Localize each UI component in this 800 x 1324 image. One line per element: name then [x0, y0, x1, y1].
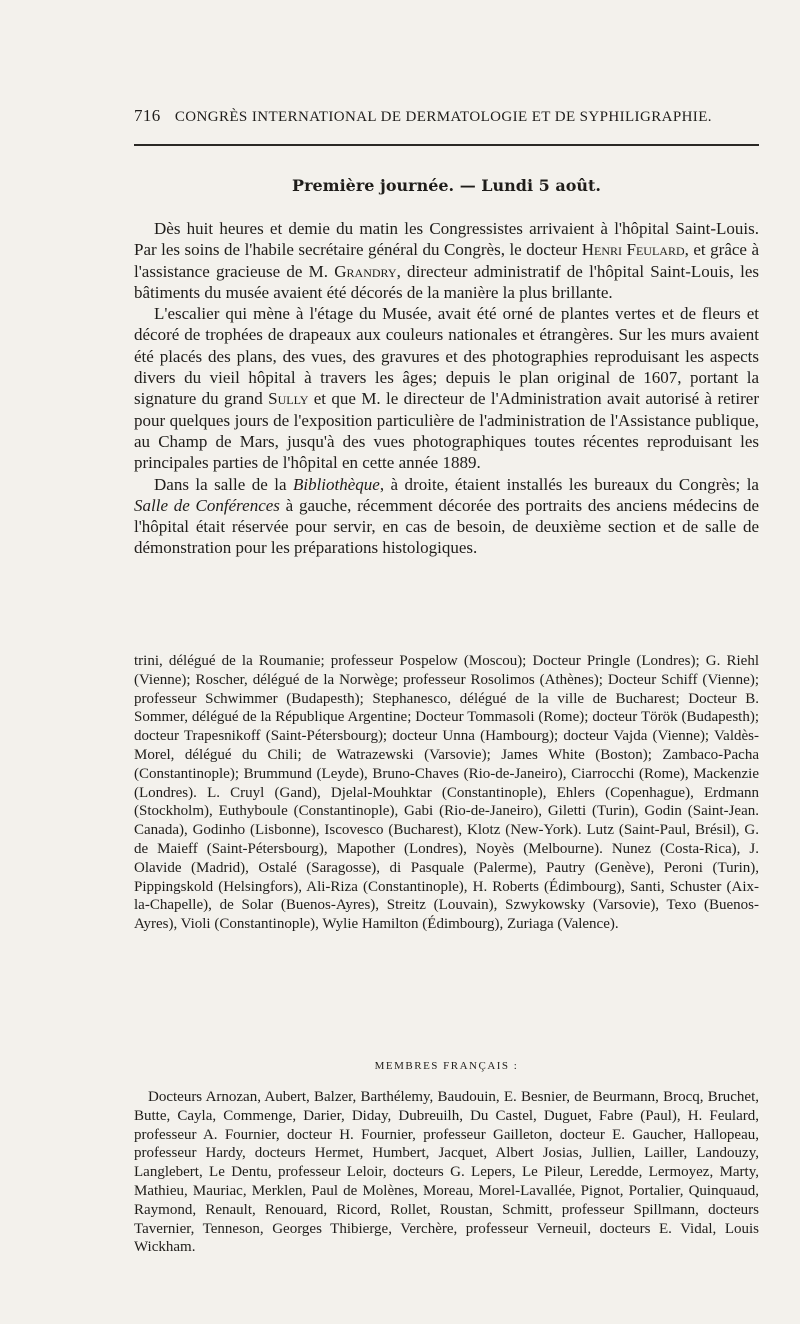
person-name-grandry: Grandry [334, 261, 397, 281]
paragraph-3-text-c: à gauche, récemment décorée des portraits des anciens médecins de l'hôpital était réservée pour servir, en cas de besoin, de deuxième section et de salle de démonstration pour les préparations histologiques. [134, 495, 759, 558]
body-text [134, 218, 759, 559]
paragraph-3 [134, 474, 759, 559]
person-name-sully: Sully [268, 389, 309, 409]
paragraph-1-text-b: , et grâce à l'assistance gracieuse de M. [134, 240, 760, 281]
paragraph-1-text-c: , directeur administratif de l'hôpital Saint-Louis, les bâtiments du musée avaient été décorés de la manière la plus brillante. [134, 261, 759, 302]
italic-salle-conferences: Salle de Conférences [134, 495, 280, 515]
header-rule [134, 144, 759, 146]
paragraph-1-text-a: Dès huit heures et demie du matin les Congressistes arrivaient à l'hôpital Saint-Louis. Par les soins de l'habile secrétaire général du Congrès, le docteur [134, 219, 759, 260]
paragraph-2 [134, 303, 759, 473]
running-header [134, 106, 752, 126]
paragraph-3-text-a: Dans la salle de la [154, 474, 293, 494]
section-title: Première journée. — Lundi 5 août. [292, 176, 601, 195]
paragraph-2-text-a: L'escalier qui mène à l'étage du Musée, avait été orné de plantes vertes et de fleurs et décoré de trophées de drapeaux aux couleurs nationales et étrangères. Sur les murs avaient été placés des plans, des vues, des gravures et des photographies reproduisant les aspects divers du vieil hôpital à travers les âges; depuis le plan original de 1607, portant la signature du grand [134, 304, 759, 409]
running-title: CONGRÈS INTERNATIONAL DE DERMATOLOGIE ET DE SYPHILIGRAPHIE. [174, 109, 712, 125]
paragraph-3-text-b: , à droite, étaient installés les bureaux du Congrès; la [379, 474, 759, 494]
french-members-heading: MEMBRES FRANÇAIS : [374, 1060, 519, 1072]
paragraph-2-text-b: et que M. le directeur de l'Administration avait autorisé à retirer pour quelques jours de l'exposition particulière de l'administration de l'Assistance publique, au Champ de Mars, jusqu'à des vues photographiques toutes récentes reproduisant les principales parties de l'hôpital en cette année 1889. [134, 389, 759, 473]
person-name-feulard: Henri Feulard [581, 240, 685, 260]
french-members-list: Docteurs Arnozan, Aubert, Balzer, Barthélemy, Baudouin, E. Besnier, de Beurmann, Brocq, Bruchet, Butte, Cayla, Commenge, Darier, Diday, Dubreuilh, Du Castel, Duguet, Fabre (Paul), H. Feulard, professeur A. Fournier, docteur H. Fournier, professeur Gailleton, docteur E. Gaucher, Hallopeau, professeur Hardy, docteurs Hermet, Humbert, Jacquet, Albert Josias, Jullien, Lailler, Landouzy, Langlebert, Le Dentu, professeur Leloir, docteurs G. Lepers, Le Pileur, Leredde, Lermoyez, Marty, Mathieu, Mauriac, Merklen, Paul de Molènes, Moreau, Morel-Lavallée, Pignot, Portalier, Quinquaud, Raymond, Renault, Renouard, Ricord, Rollet, Roustan, Schmitt, professeur Spillmann, docteurs Tavernier, Tenneson, Georges Thibierge, Verchère, professeur Verneuil, docteurs E. Vidal, Louis Wickham. [134, 1089, 759, 1256]
page-number: 716 [134, 106, 161, 125]
foreign-members-list: trini, délégué de la Roumanie; professeur Pospelow (Moscou); Docteur Pringle (Londres); G. Riehl (Vienne); Roscher, délégué de la Norwège; professeur Rosolimos (Athènes); Docteur Schiff (Vienne); professeur Schwimmer (Budapesth); Stephanesco, délégué de la ville de Bucharest; Docteur B. Sommer, délégué de la République Argentine; Docteur Tommasoli (Rome); docteur Török (Budapesth); docteur Trapesnikoff (Saint-Pétersbourg); docteur Unna (Hambourg); docteur Vajda (Vienne); Valdès-Morel, délégué du Chili; de Watrazewski (Varsovie); James White (Boston); Zambaco-Pacha (Constantinople); Brummund (Leyde), Bruno-Chaves (Rio-de-Janeiro), Ciarrocchi (Rome), Mackenzie (Londres). L. Cruyl (Gand), Djelal-Mouhktar (Constantinople), Ehlers (Copenhague), Erdmann (Stockholm), Euthyboule (Constantinople), Gabi (Rio-de-Janeiro), Giletti (Turin), Godin (Saint-Jean. Canada), Godinho (Lisbonne), Iscovesco (Bucharest), Klotz (New-York). Lutz (Saint-Paul, Brésil), G. de Maieff (Saint-Pétersbourg), Mapother (Londres), Noyès (Melbourne). Nunez (Costa-Rica), J. Olavide (Madrid), Ostalé (Saragosse), di Pasquale (Palerme), Pautry (Genève), Peroni (Turin), Pippingskold (Helsingfors), Ali-Riza (Constantinople), H. Roberts (Édimbourg), Santi, Schuster (Aix-la-Chapelle), de Solar (Buenos-Ayres), Streitz (Louvain), Szwykowsky (Varsovie), Texo (Buenos-Ayres), Violi (Constantinople), Wylie Hamilton (Édimbourg), Zuriaga (Valence). [134, 653, 759, 933]
italic-bibliotheque: Bibliothèque [292, 474, 380, 494]
paragraph-1 [134, 218, 759, 303]
